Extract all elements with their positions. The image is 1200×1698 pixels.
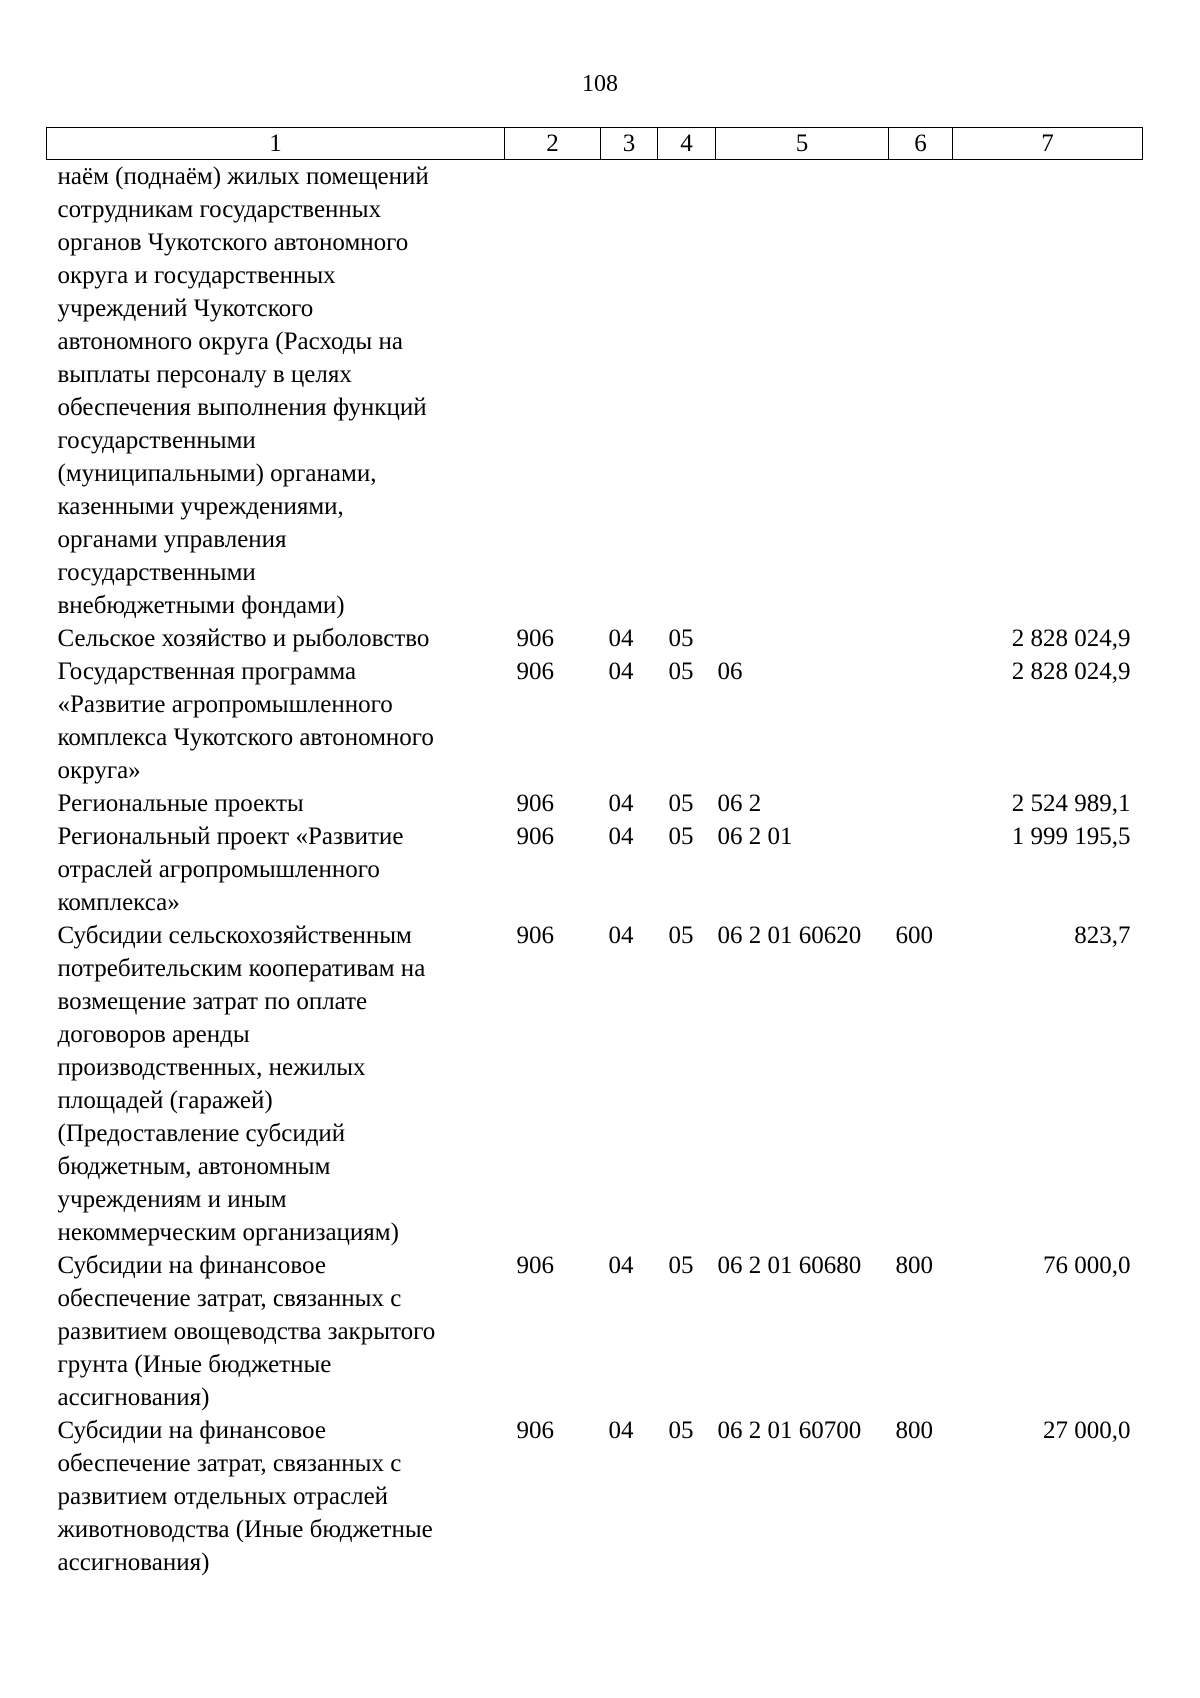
budget-table [46,127,1143,1579]
column-header-2: 2 [505,128,601,160]
row-ministry-code: 906 [516,1252,554,1279]
column-header-5: 5 [716,128,889,160]
row-subsection-code: 05 [668,625,694,652]
row-section-code: 04 [608,625,634,652]
row-description: Государственная программа «Развитие агропромышленного комплекса Чукотского автономного округа» [57,658,434,784]
row-target-article: 06 2 01 60680 [717,1252,862,1279]
row-subsection-code: 05 [668,922,694,949]
row-amount: 1 999 195,5 [1011,823,1131,850]
row-target-article [716,160,889,623]
table-row [47,1414,1143,1579]
row-subsection-code: 05 [668,658,694,685]
row-section-code: 04 [608,922,634,949]
row-subsection-code: 05 [668,823,694,850]
row-section-code [601,160,658,623]
row-target-article: 06 2 01 60620 [717,922,862,949]
row-amount: 2 828 024,9 [1011,625,1131,652]
row-amount: 2 828 024,9 [1011,658,1131,685]
table-row [47,919,1143,1249]
column-header-4: 4 [658,128,716,160]
row-subsection-code: 05 [668,1252,694,1279]
row-target-article: 06 2 [717,790,762,817]
row-section-code: 04 [608,1252,634,1279]
table-row [47,160,1143,623]
table-row [47,787,1143,820]
row-description: Субсидии на финансовое обеспечение затрат, связанных с развитием отдельных отраслей животноводства (Иные бюджетные ассигнования) [57,1417,433,1576]
row-expense-type: 600 [895,922,933,949]
table-row [47,820,1143,919]
row-ministry-code: 906 [516,790,554,817]
row-ministry-code: 906 [516,1417,554,1444]
row-expense-type [889,787,953,820]
row-description: наём (поднаём) жилых помещений сотрудникам государственных органов Чукотского автономного округа и государственных учреждений Чукотского автономного округа (Расходы на выплаты персоналу в целях обеспечения выполнения функций государственными (муниципальными) органами, казенными учреждениями, органами управления государственными внебюджетными фондами) [57,163,429,619]
row-target-article [716,622,889,655]
row-amount: 2 524 989,1 [1011,790,1131,817]
row-target-article: 06 2 01 60700 [717,1417,862,1444]
row-section-code: 04 [608,823,634,850]
table-row [47,622,1143,655]
row-expense-type [889,622,953,655]
row-expense-type: 800 [895,1417,933,1444]
row-target-article: 06 2 01 [717,823,793,850]
table-body [47,160,1143,1580]
row-target-article: 06 [717,658,743,685]
row-description: Региональные проекты [57,790,304,817]
row-ministry-code: 906 [516,625,554,652]
row-expense-type [889,820,953,919]
row-amount [953,160,1143,623]
row-amount: 76 000,0 [1043,1252,1131,1279]
header-row [47,128,1143,160]
row-amount: 823,7 [1074,922,1131,949]
row-expense-type [889,160,953,623]
row-subsection-code: 05 [668,790,694,817]
row-section-code: 04 [608,790,634,817]
table-header [47,128,1143,160]
page-number: 108 [582,71,618,97]
row-description: Субсидии сельскохозяйственным потребительским кооперативам на возмещение затрат по оплате договоров аренды производственных, нежилых площадей (гаражей) (Предоставление субсидий бюджетным, автономным учреждениям и иным некоммерческим организациям) [57,922,426,1246]
row-ministry-code: 906 [516,922,554,949]
row-description: Сельское хозяйство и рыболовство [57,625,430,652]
column-header-1: 1 [47,128,505,160]
row-expense-type: 800 [895,1252,933,1279]
table-row [47,655,1143,787]
row-ministry-code: 906 [516,823,554,850]
row-section-code: 04 [608,1417,634,1444]
row-subsection-code: 05 [668,1417,694,1444]
column-header-7: 7 [953,128,1143,160]
row-ministry-code [505,160,601,623]
row-section-code: 04 [608,658,634,685]
row-expense-type [889,655,953,787]
row-amount: 27 000,0 [1043,1417,1131,1444]
row-description: Субсидии на финансовое обеспечение затрат, связанных с развитием овощеводства закрытого грунта (Иные бюджетные ассигнования) [57,1252,436,1411]
table-row [47,1249,1143,1414]
row-subsection-code [658,160,716,623]
column-header-3: 3 [601,128,658,160]
column-header-6: 6 [889,128,953,160]
row-ministry-code: 906 [516,658,554,685]
row-description: Региональный проект «Развитие отраслей агропромышленного комплекса» [57,823,404,916]
